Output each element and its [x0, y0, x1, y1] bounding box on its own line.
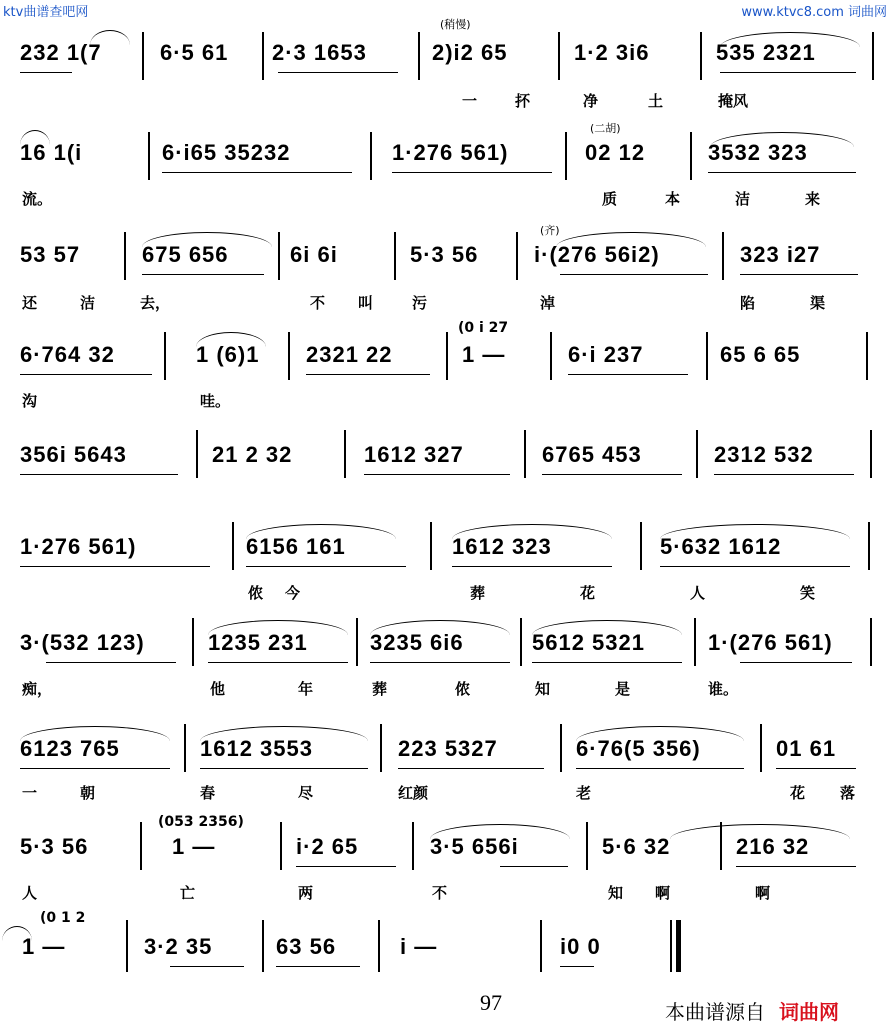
measure: 1235 231 — [208, 630, 308, 655]
slur — [670, 824, 850, 839]
barline — [184, 724, 186, 772]
measure: 323 i27 — [740, 242, 821, 267]
barline — [694, 618, 696, 666]
underline — [660, 566, 850, 567]
lyric: 年 — [298, 680, 314, 698]
barline — [866, 332, 868, 380]
footer-source — [665, 996, 839, 1025]
underline — [170, 966, 244, 967]
lyric: 春 — [200, 784, 216, 802]
slur — [532, 620, 682, 635]
footer-brand-link[interactable]: 词曲网 — [779, 1000, 839, 1024]
barline — [446, 332, 448, 380]
underline — [142, 274, 264, 275]
final-barline-thick — [676, 920, 681, 972]
barline — [706, 332, 708, 380]
barline — [378, 920, 380, 972]
underline — [364, 474, 510, 475]
underline — [162, 172, 352, 173]
lyric: 淖 — [540, 294, 556, 312]
barline — [148, 132, 150, 180]
underline — [278, 72, 398, 73]
measure: 535 2321 — [716, 40, 816, 65]
barline — [344, 430, 346, 478]
score-row-8 — [0, 712, 893, 812]
lyric: 两 — [298, 884, 314, 902]
slur — [720, 32, 860, 47]
lyric: 知 — [535, 680, 551, 698]
barline — [140, 822, 142, 870]
slur — [576, 726, 744, 741]
measure: 02 12 — [585, 140, 646, 165]
barline — [278, 232, 280, 280]
slur — [370, 620, 510, 635]
underline — [296, 866, 396, 867]
underline — [708, 172, 856, 173]
lyric: 尽 — [298, 784, 314, 802]
lyric: 来 — [805, 190, 821, 208]
slur — [196, 332, 266, 347]
slur — [430, 824, 570, 839]
measure: 6·5 61 — [160, 40, 229, 65]
measure: 21 2 32 — [212, 442, 293, 467]
barline — [696, 430, 698, 478]
tempo-annotation: (稍慢) — [440, 18, 471, 31]
page-number: 97 — [480, 990, 502, 1015]
barline — [418, 32, 420, 80]
slur — [2, 926, 32, 941]
lyric: 污 — [412, 294, 428, 312]
underline — [46, 662, 176, 663]
lyric: 去， — [140, 294, 171, 312]
underline — [560, 274, 708, 275]
measure: 5·632 1612 — [660, 534, 782, 559]
measure: 53 57 — [20, 242, 81, 267]
measure: 356i 5643 — [20, 442, 127, 467]
measure: 1 — — [172, 834, 216, 859]
underline — [398, 768, 544, 769]
measure: 675 656 — [142, 242, 229, 267]
measure: 5612 5321 — [532, 630, 645, 655]
underline — [720, 72, 856, 73]
lyric: 他 — [210, 680, 226, 698]
lyric: 沟 — [22, 392, 38, 410]
slur — [200, 726, 368, 741]
measure: 223 5327 — [398, 736, 498, 761]
measure: 6i 6i — [290, 242, 338, 267]
barline — [870, 618, 872, 666]
lyric: 落 — [840, 784, 856, 802]
underline — [200, 768, 368, 769]
lyric: 笑 — [800, 584, 816, 602]
measure: 6·i 237 — [568, 342, 644, 367]
measure: 6156 161 — [246, 534, 346, 559]
underline — [20, 474, 178, 475]
barline — [868, 522, 870, 570]
underline — [452, 566, 612, 567]
measure: i·(276 56i2) — [534, 242, 660, 267]
underline — [20, 566, 210, 567]
underline — [370, 662, 510, 663]
measure: 5·6 32 — [602, 834, 671, 859]
lyric: 亡 — [180, 884, 196, 902]
lyric: 还 — [22, 294, 38, 312]
lyric: 花 — [580, 584, 596, 602]
barline — [560, 724, 562, 772]
lyric: 人 — [22, 884, 38, 902]
lyric: 不 — [310, 294, 326, 312]
slur — [142, 232, 272, 247]
measure: 1·276 561) — [20, 534, 137, 559]
underline — [576, 768, 744, 769]
score-row-3 — [0, 218, 893, 328]
lyric: 啊 — [655, 884, 671, 902]
slur — [246, 524, 396, 539]
score-row-6 — [0, 510, 893, 610]
lyric: 葬 — [470, 584, 486, 602]
barline — [232, 522, 234, 570]
measure: 6·764 32 — [20, 342, 115, 367]
barline — [516, 232, 518, 280]
score-row-2 — [0, 120, 893, 220]
score-row-5 — [0, 418, 893, 508]
measure: 1 (6)1 — [196, 342, 260, 367]
slur — [20, 726, 170, 741]
measure: 1612 327 — [364, 442, 464, 467]
measure: 2)i2 65 — [432, 40, 508, 65]
measure: 2·3 1653 — [272, 40, 367, 65]
lyric: 一 — [22, 784, 38, 802]
measure: 2321 22 — [306, 342, 393, 367]
measure: 2312 532 — [714, 442, 814, 467]
underline — [714, 474, 854, 475]
lyric: 掩风 — [718, 92, 749, 110]
lyric: 不 — [432, 884, 448, 902]
lyric: 本 — [665, 190, 681, 208]
lyric: 洁 — [735, 190, 751, 208]
lyric: 葬 — [372, 680, 388, 698]
slur — [90, 30, 130, 45]
measure: 3·5 656i — [430, 834, 519, 859]
lyric: 渠 — [810, 294, 826, 312]
slur — [452, 524, 612, 539]
lyric: 陷 — [740, 294, 756, 312]
barline — [760, 724, 762, 772]
underline — [306, 374, 430, 375]
slur — [208, 620, 348, 635]
underline — [20, 768, 170, 769]
measure: 6765 453 — [542, 442, 642, 467]
measure: 5·3 56 — [20, 834, 89, 859]
measure: i — — [400, 934, 438, 959]
measure: 65 6 65 — [720, 342, 801, 367]
measure: 63 56 — [276, 934, 337, 959]
measure: i·2 65 — [296, 834, 359, 859]
underline — [500, 866, 568, 867]
lyric: 是 — [615, 680, 631, 698]
score-row-10 — [0, 908, 893, 988]
barline — [288, 332, 290, 380]
lyric: 谁。 — [708, 680, 739, 698]
slur — [20, 130, 50, 145]
barline — [124, 232, 126, 280]
lyric: 质 — [602, 190, 618, 208]
barline — [524, 430, 526, 478]
lyric: 土 — [648, 92, 664, 110]
measure: 6·76(5 356) — [576, 736, 701, 761]
measure: 16 1(i — [20, 140, 83, 165]
barline — [550, 332, 552, 380]
measure: 1612 3553 — [200, 736, 313, 761]
underline — [560, 966, 594, 967]
instrument-annotation: (齐) — [540, 224, 560, 237]
measure: 3532 323 — [708, 140, 808, 165]
barline — [262, 920, 264, 972]
lyric: 叫 — [358, 294, 374, 312]
underline — [208, 662, 348, 663]
barline — [872, 32, 874, 80]
barline — [370, 132, 372, 180]
slur — [556, 232, 706, 247]
measure: 6123 765 — [20, 736, 120, 761]
barline — [394, 232, 396, 280]
final-barline-thin — [670, 920, 672, 972]
measure: 1 — — [462, 342, 506, 367]
lyric: 哇。 — [200, 392, 231, 410]
lyric: 侬 — [248, 584, 264, 602]
measure: 216 32 — [736, 834, 810, 859]
underline — [246, 566, 406, 567]
barline — [192, 618, 194, 666]
lyric: 洁 — [80, 294, 96, 312]
measure: 1·2 3i6 — [574, 40, 650, 65]
barline — [700, 32, 702, 80]
underline — [568, 374, 688, 375]
measure: 3·2 35 — [144, 934, 213, 959]
barline — [430, 522, 432, 570]
lyric: 花 — [790, 784, 806, 802]
barline — [262, 32, 264, 80]
lyric: 流。 — [22, 190, 53, 208]
lyric: 今 — [285, 584, 301, 602]
underline — [276, 966, 360, 967]
lyric: 老 — [576, 784, 592, 802]
measure: i0 0 — [560, 934, 601, 959]
instrument-annotation: (二胡) — [590, 122, 621, 135]
watermark-left: ktv曲谱查吧网 — [3, 5, 89, 20]
lyric: 人 — [690, 584, 706, 602]
lyric: 净 — [583, 92, 599, 110]
measure: 01 61 — [776, 736, 837, 761]
lyric: 一 — [462, 92, 478, 110]
measure: 1·(276 561) — [708, 630, 833, 655]
measure: 3235 6i6 — [370, 630, 464, 655]
score-row-7 — [0, 606, 893, 706]
measure: 5·3 56 — [410, 242, 479, 267]
prelude-annotation: (0 i 27 — [458, 320, 509, 336]
measure: 6·i65 35232 — [162, 140, 291, 165]
slur — [660, 524, 850, 539]
underline — [740, 274, 858, 275]
underline — [532, 662, 682, 663]
barline — [722, 232, 724, 280]
underline — [392, 172, 552, 173]
barline — [380, 724, 382, 772]
barline — [520, 618, 522, 666]
prelude-annotation: (053 2356) — [158, 814, 244, 830]
lyric: 痴， — [22, 680, 53, 698]
barline — [126, 920, 128, 972]
lyric: 啊 — [755, 884, 771, 902]
barline — [356, 618, 358, 666]
barline — [558, 32, 560, 80]
score-row-9 — [0, 810, 893, 910]
barline — [196, 430, 198, 478]
barline — [280, 822, 282, 870]
score-row-4 — [0, 318, 893, 418]
lyric: 知 — [608, 884, 624, 902]
underline — [740, 662, 852, 663]
barline — [412, 822, 414, 870]
barline — [640, 522, 642, 570]
measure: 1 — — [22, 934, 66, 959]
barline — [586, 822, 588, 870]
slur — [710, 132, 854, 147]
underline — [20, 72, 72, 73]
underline — [776, 768, 856, 769]
lyric: 抔 — [515, 92, 531, 110]
barline — [565, 132, 567, 180]
barline — [870, 430, 872, 478]
lyric: 红颜 — [398, 784, 429, 802]
underline — [20, 374, 152, 375]
watermark-right: www.ktvc8.com 词曲网 — [741, 5, 887, 20]
barline — [690, 132, 692, 180]
lyric: 侬 — [455, 680, 471, 698]
prelude-annotation: (0 1 2 — [40, 910, 86, 926]
barline — [540, 920, 542, 972]
barline — [164, 332, 166, 380]
underline — [736, 866, 856, 867]
score-row-1 — [0, 10, 893, 120]
footer-source-text: 本曲谱源自 — [665, 1000, 765, 1024]
measure: 1612 323 — [452, 534, 552, 559]
measure: 1·276 561) — [392, 140, 509, 165]
measure: 3·(532 123) — [20, 630, 145, 655]
lyric: 朝 — [80, 784, 96, 802]
measure: 232 1(7 — [20, 40, 102, 65]
underline — [542, 474, 682, 475]
barline — [142, 32, 144, 80]
